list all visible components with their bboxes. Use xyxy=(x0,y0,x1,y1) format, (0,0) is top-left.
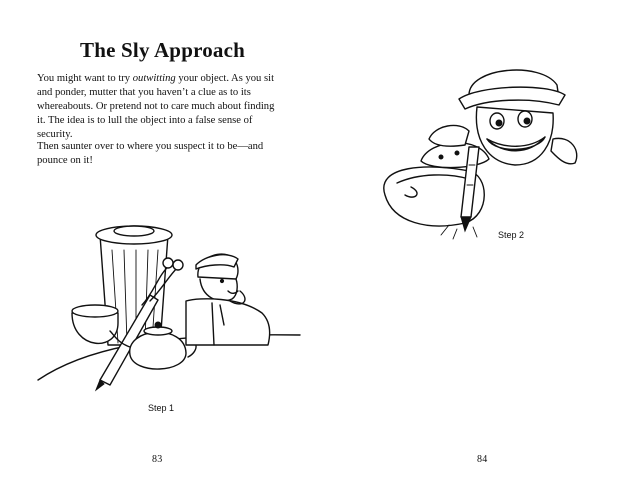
page-number-right: 84 xyxy=(477,454,488,465)
page-number-left: 83 xyxy=(152,454,163,465)
paragraph-1 xyxy=(37,72,283,142)
step-1-caption: Step 1 xyxy=(148,403,175,413)
paragraph-1-emphasis: outwitting xyxy=(132,73,176,84)
step-2-illustration xyxy=(319,55,638,285)
paragraph-1-start: You might want to try xyxy=(37,73,133,84)
step-2-caption: Step 2 xyxy=(498,230,525,240)
right-page xyxy=(319,0,638,493)
paragraph-2: Then saunter over to where you suspect it to be—and pounce on it! xyxy=(37,141,264,166)
page-title: The Sly Approach xyxy=(79,38,246,62)
step-1-illustration xyxy=(0,205,319,405)
paragraph-1-end: your object. As you sit and ponder, mutter that you haven’t a clue as to its whereabouts. Or pretend not to care much about finding it. The idea is to lull the object into a false sense of security. xyxy=(37,73,275,140)
